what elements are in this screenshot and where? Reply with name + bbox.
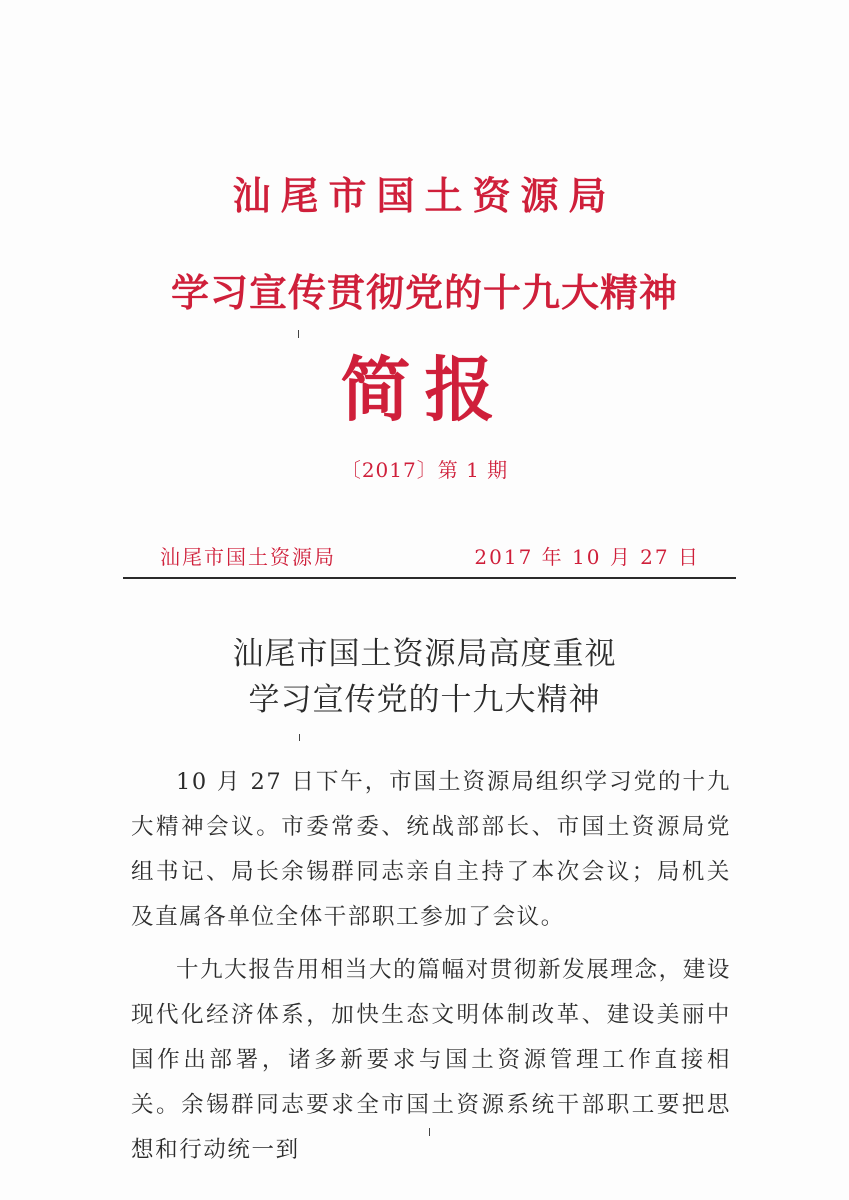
header-divider [123, 577, 736, 579]
issuer: 汕尾市国土资源局 [160, 545, 336, 569]
paragraph: 10 月 27 日下午，市国土资源局组织学习党的十九大精神会议。市委常委、统战部部长、市国土资源局党组书记、局长余锡群同志亲自主持了本次会议；局机关及直属各单位全体干部职工参加了会议。 [131, 769, 731, 930]
scan-mark [299, 734, 300, 741]
issue-number: 〔2017〕第 1 期 [340, 458, 509, 482]
article-title-line-2: 学习宣传党的十九大精神 [248, 682, 601, 718]
org-title: 汕尾市国土资源局 [232, 173, 617, 218]
scan-mark [429, 1128, 430, 1136]
campaign-title: 学习宣传贯彻党的十九大精神 [170, 270, 678, 315]
paragraph: 十九大报告用相当大的篇幅对贯彻新发展理念，建设现代化经济体系，加快生态文明体制改革、建设美丽中国作出部署，诸多新要求与国土资源管理工作直接相关。余锡群同志要求全市国土资源系统干部职工要把思想和行动统一到 [131, 957, 731, 1163]
issuer-date-row [160, 541, 700, 570]
article-title-line-1: 汕尾市国土资源局高度重视 [232, 636, 617, 672]
bulletin-title: 简报 [340, 348, 509, 431]
article-body [131, 760, 731, 1181]
scan-mark [298, 330, 299, 338]
issue-date: 2017 年 10 月 27 日 [474, 545, 700, 569]
